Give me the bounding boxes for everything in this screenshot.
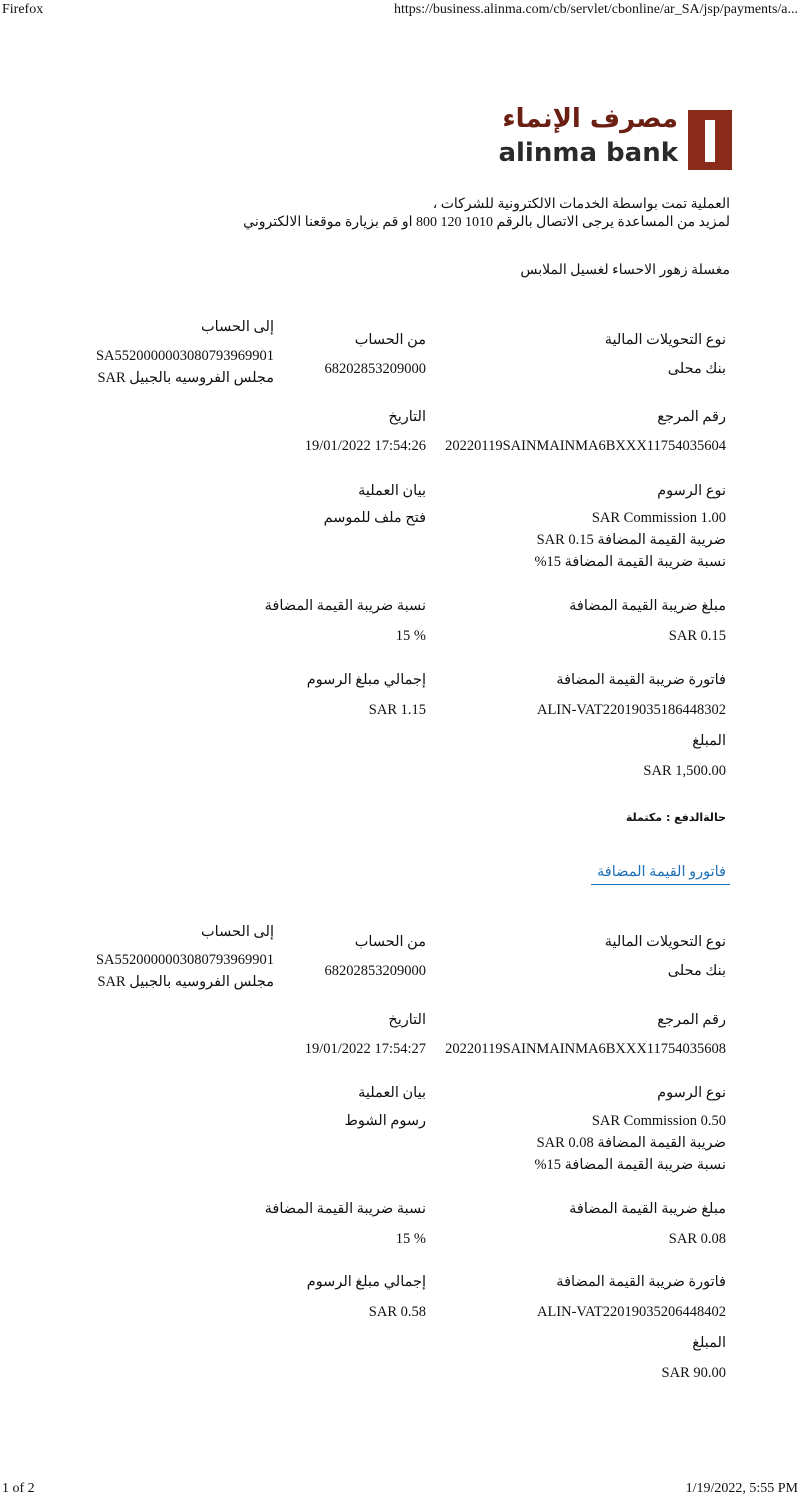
- fee-line-commission: SAR Commission 0.50: [591, 1113, 726, 1129]
- from-account-value: 68202853209000: [324, 361, 426, 377]
- intro-line-2: لمزيد من المساعدة يرجى الاتصال بالرقم 1010 120 800 او قم بزيارة موقعنا الالكتروني: [243, 215, 730, 230]
- vat-invoice-label: فاتورة ضريبة القيمة المضافة: [556, 1274, 726, 1290]
- fee-line-vat-rate: نسبة ضريبة القيمة المضافة 15%: [534, 1157, 726, 1173]
- from-account-label: من الحساب: [354, 934, 426, 950]
- vat-amount-value: SAR 0.15: [668, 628, 726, 644]
- page-url: https://business.alinma.com/cb/servlet/cbonline/ar_SA/jsp/payments/a...: [394, 2, 798, 17]
- date-value: 17:54:27 19/01/2022: [304, 1041, 426, 1057]
- transfer-type-value: بنك محلى: [667, 963, 726, 979]
- date-label: التاريخ: [388, 409, 426, 425]
- fee-type-label: نوع الرسوم: [657, 1085, 726, 1101]
- amount-value: SAR 90.00: [661, 1365, 726, 1381]
- vat-rate-label: نسبة ضريبة القيمة المضافة: [264, 598, 426, 614]
- description-value: فتح ملف للموسم: [323, 510, 426, 526]
- to-account-iban: SA5520000003080793969901: [95, 952, 274, 968]
- intro-text: [243, 196, 730, 232]
- reference-label: رقم المرجع: [657, 409, 726, 425]
- description-label: بيان العملية: [358, 1085, 426, 1101]
- to-account-name: مجلس الفروسيه بالجبيل SAR: [97, 370, 274, 386]
- fee-type-label: نوع الرسوم: [657, 483, 726, 499]
- fee-line-commission: SAR Commission 1.00: [591, 510, 726, 526]
- date-value: 17:54:26 19/01/2022: [304, 438, 426, 454]
- vat-amount-label: مبلغ ضريبة القيمة المضافة: [569, 598, 726, 614]
- to-account-name: مجلس الفروسيه بالجبيل SAR: [97, 974, 274, 990]
- transfer-type-label: نوع التحويلات المالية: [604, 332, 726, 348]
- vat-invoice-label: فاتورة ضريبة القيمة المضافة: [556, 672, 726, 688]
- total-fees-value: SAR 0.58: [368, 1304, 426, 1320]
- amount-value: SAR 1,500.00: [643, 763, 726, 779]
- transfer-type-label: نوع التحويلات المالية: [604, 934, 726, 950]
- fee-line-vat-rate: نسبة ضريبة القيمة المضافة 15%: [534, 554, 726, 570]
- bank-name-english: alinma bank: [498, 138, 678, 168]
- description-value: رسوم الشوط: [344, 1113, 426, 1129]
- total-fees-value: SAR 1.15: [368, 702, 426, 718]
- vat-rate-label: نسبة ضريبة القيمة المضافة: [264, 1201, 426, 1217]
- alinma-bank-logo: [498, 104, 732, 174]
- vat-amount-value: SAR 0.08: [668, 1231, 726, 1247]
- amount-label: المبلغ: [692, 733, 726, 749]
- transfer-type-value: بنك محلى: [667, 361, 726, 377]
- vat-amount-label: مبلغ ضريبة القيمة المضافة: [569, 1201, 726, 1217]
- print-datetime: 1/19/2022, 5:55 PM: [685, 1481, 798, 1496]
- vat-invoice-link[interactable]: فاتورو القيمة المضافة: [591, 864, 730, 885]
- amount-label: المبلغ: [692, 1335, 726, 1351]
- total-fees-label: إجمالي مبلغ الرسوم: [306, 672, 426, 688]
- to-account-iban: SA5520000003080793969901: [95, 348, 274, 364]
- total-fees-label: إجمالي مبلغ الرسوم: [306, 1274, 426, 1290]
- intro-line-1: العملية تمت بواسطة الخدمات الالكترونية للشركات ،: [432, 197, 730, 212]
- fee-line-vat: ضريبة القيمة المضافة SAR 0.08: [536, 1135, 726, 1151]
- date-label: التاريخ: [388, 1012, 426, 1028]
- browser-app-name: Firefox: [2, 2, 44, 17]
- bank-logo-icon: [688, 110, 732, 170]
- reference-label: رقم المرجع: [657, 1012, 726, 1028]
- reference-value: 20220119SAINMAINMA6BXXX11754035604: [445, 438, 726, 454]
- merchant-name: مغسلة زهور الاحساء لغسيل الملابس: [520, 263, 730, 278]
- fee-line-vat: ضريبة القيمة المضافة SAR 0.15: [536, 532, 726, 548]
- to-account-label: إلى الحساب: [201, 319, 274, 335]
- reference-value: 20220119SAINMAINMA6BXXX11754035608: [445, 1041, 726, 1057]
- from-account-value: 68202853209000: [324, 963, 426, 979]
- to-account-label: إلى الحساب: [201, 924, 274, 940]
- from-account-label: من الحساب: [354, 332, 426, 348]
- vat-invoice-value: ALIN-VAT22019035186448302: [536, 702, 726, 718]
- vat-rate-value: % 15: [395, 1231, 426, 1247]
- vat-rate-value: % 15: [395, 628, 426, 644]
- vat-invoice-value: ALIN-VAT22019035206448402: [536, 1304, 726, 1320]
- description-label: بيان العملية: [358, 483, 426, 499]
- bank-name-arabic: مصرف الإنماء: [502, 104, 678, 134]
- payment-status: حالةالدفع : مكتملة: [625, 811, 726, 824]
- page-counter: 1 of 2: [2, 1481, 35, 1496]
